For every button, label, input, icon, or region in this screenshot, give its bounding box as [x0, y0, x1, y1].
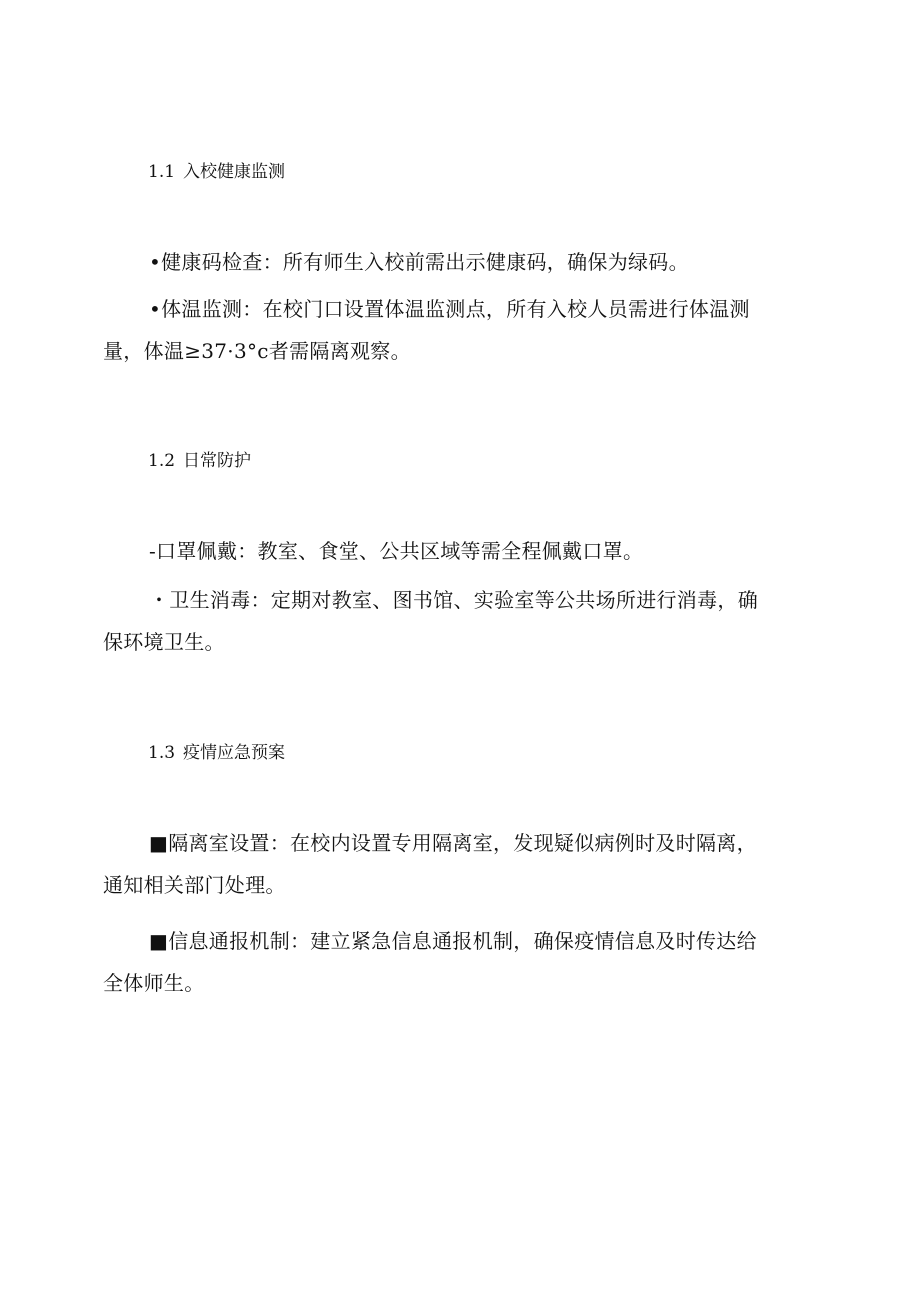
section-heading-1-3: [148, 743, 285, 763]
paragraph-temperature: [103, 288, 803, 372]
section-title: 入校健康监测: [183, 162, 286, 182]
paragraph-line: ■隔离室设置：在校内设置专用隔离室，发现疑似病例时及时隔离，: [149, 831, 757, 855]
paragraph-health-code: [103, 241, 803, 283]
paragraph-line: •健康码检查：所有师生入校前需出示健康码，确保为绿码。: [149, 250, 689, 274]
section-number: 1.3: [148, 743, 176, 763]
section-number: 1.1: [148, 162, 176, 182]
paragraph-line: 量，体温≥37·3°c者需隔离观察。: [103, 339, 411, 363]
section-title: 日常防护: [183, 451, 252, 471]
paragraph-line: 全体师生。: [103, 971, 205, 995]
paragraph-mask: [103, 530, 803, 572]
paragraph-line: •体温监测：在校门口设置体温监测点，所有入校人员需进行体温测: [149, 297, 750, 321]
paragraph-line: ・卫生消毒：定期对教室、图书馆、实验室等公共场所进行消毒，确: [149, 588, 758, 612]
section-number: 1.2: [148, 451, 176, 471]
paragraph-disinfection: [103, 579, 803, 663]
paragraph-line: 保环境卫生。: [103, 630, 225, 654]
paragraph-line: ■信息通报机制：建立紧急信息通报机制，确保疫情信息及时传达给: [149, 929, 757, 953]
paragraph-line: 通知相关部门处理。: [103, 873, 286, 897]
section-heading-1-2: [148, 451, 251, 471]
paragraph-info-reporting: [103, 920, 803, 1004]
section-title: 疫情应急预案: [183, 743, 286, 763]
paragraph-line: -口罩佩戴：教室、食堂、公共区域等需全程佩戴口罩。: [149, 539, 644, 563]
section-heading-1-1: [148, 162, 285, 182]
paragraph-isolation-room: [103, 822, 803, 906]
